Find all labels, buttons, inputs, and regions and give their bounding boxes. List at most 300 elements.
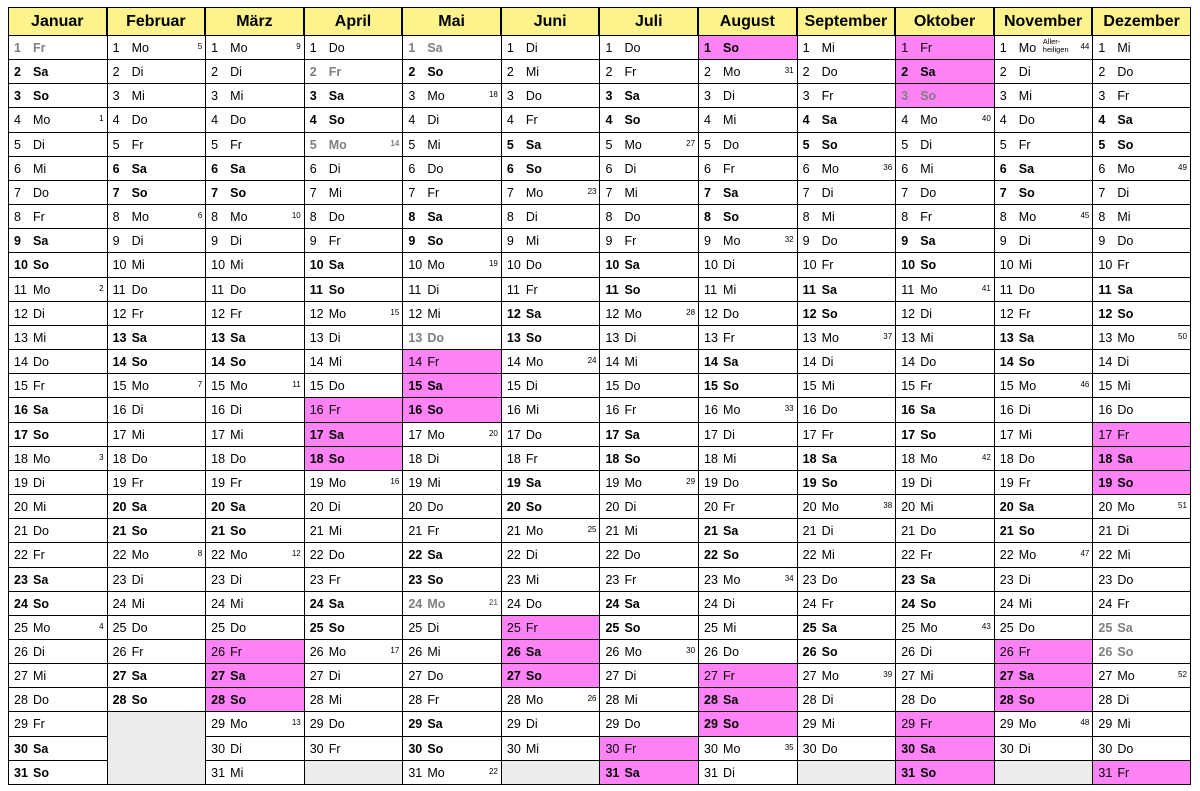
weekday: Mi (624, 355, 638, 370)
weekday: So (821, 137, 838, 152)
weekday: Fr (723, 161, 735, 176)
day-number: 2 (999, 65, 1007, 80)
weekday: So (525, 161, 542, 176)
day-number: 2 (704, 65, 711, 80)
day-number: 27 (408, 669, 423, 684)
weekday: Do (624, 210, 641, 225)
weekday: Do (427, 500, 444, 515)
weekday: Mo (131, 210, 149, 225)
day-number: 22 (309, 548, 324, 563)
day-cell (402, 302, 501, 326)
day-number: 22 (14, 548, 28, 563)
day-cell (1092, 157, 1191, 181)
weekday: Fr (131, 306, 144, 321)
day-number: 23 (408, 572, 423, 587)
weekday: Sa (821, 620, 837, 635)
day-cell (698, 664, 797, 688)
day-cell (402, 253, 501, 277)
day-number: 5 (999, 137, 1007, 152)
day-number: 21 (211, 524, 226, 539)
week-number: 8 (197, 549, 203, 559)
weekday: Di (33, 475, 45, 490)
day-number: 25 (999, 620, 1014, 635)
day-cell (501, 688, 600, 712)
day-number: 4 (999, 113, 1007, 128)
day-number: 19 (901, 475, 916, 490)
day-cell (895, 423, 994, 447)
day-number: 22 (506, 548, 521, 563)
day-cell (8, 36, 107, 60)
weekday: Mi (1018, 258, 1032, 273)
weekday: Do (624, 41, 641, 55)
day-number: 18 (211, 451, 226, 466)
weekday: Mo (821, 669, 839, 684)
month-header: Juni (501, 7, 600, 36)
weekday: Sa (131, 500, 147, 515)
weekday: Di (131, 403, 144, 418)
weekday: Sa (328, 89, 345, 104)
day-number: 5 (1098, 137, 1106, 152)
week-number: 39 (883, 670, 893, 680)
day-number: 1 (408, 41, 416, 55)
day-number: 3 (901, 89, 909, 104)
weekday: So (525, 669, 542, 684)
day-cell (107, 205, 206, 229)
day-cell (1092, 495, 1191, 519)
weekday: Fr (33, 210, 45, 225)
weekday: Mi (525, 741, 540, 756)
day-cell (205, 229, 304, 253)
day-number: 30 (309, 741, 324, 756)
weekday: Do (1018, 282, 1035, 297)
day-number: 9 (999, 234, 1007, 249)
day-cell (304, 737, 403, 761)
day-number: 21 (309, 524, 324, 539)
day-cell (501, 398, 600, 422)
weekday: Mo (427, 765, 445, 780)
weekday: Di (230, 572, 242, 587)
weekday: Sa (525, 137, 542, 152)
day-cell (994, 398, 1093, 422)
day-number: 24 (211, 596, 226, 611)
day-number: 5 (408, 137, 416, 152)
weekday: Mo (427, 89, 445, 104)
day-number: 18 (901, 451, 916, 466)
day-cell (797, 157, 896, 181)
day-cell (895, 36, 994, 60)
day-cell (994, 326, 1093, 350)
day-number: 14 (309, 355, 324, 370)
day-cell (402, 36, 501, 60)
day-number: 20 (901, 500, 916, 515)
day-cell (107, 640, 206, 664)
weekday: Do (723, 306, 740, 321)
day-number: 17 (999, 427, 1014, 442)
weekday: Fr (920, 41, 933, 55)
day-number: 4 (112, 113, 120, 128)
weekday: Do (1117, 741, 1134, 756)
day-number: 14 (14, 355, 28, 370)
weekday: Do (1117, 234, 1134, 249)
day-number: 23 (901, 572, 916, 587)
weekday: Fr (33, 41, 46, 55)
weekday: Fr (723, 330, 735, 345)
day-number: 30 (901, 741, 916, 756)
day-cell (402, 108, 501, 132)
day-number: 21 (1098, 524, 1113, 539)
day-cell (304, 302, 403, 326)
weekday: Sa (920, 65, 936, 80)
day-cell (698, 761, 797, 785)
day-cell (501, 495, 600, 519)
weekday: Sa (427, 717, 443, 732)
weekday: Sa (624, 596, 640, 611)
weekday: Di (920, 645, 933, 659)
day-cell (797, 374, 896, 398)
day-cell (895, 157, 994, 181)
month-column-september (797, 7, 896, 785)
day-cell (895, 664, 994, 688)
day-cell (599, 278, 698, 302)
day-number: 8 (1098, 210, 1106, 225)
day-number: 13 (14, 330, 28, 345)
day-cell (402, 423, 501, 447)
month-column-november (994, 7, 1093, 785)
day-number: 16 (309, 403, 324, 418)
day-cell (107, 423, 206, 447)
weekday: Sa (920, 234, 936, 249)
day-number: 15 (408, 379, 423, 394)
day-cell (1092, 181, 1191, 205)
day-number: 23 (1098, 572, 1113, 587)
day-cell (1092, 350, 1191, 374)
day-number: 12 (1098, 306, 1113, 321)
day-number: 21 (999, 524, 1014, 539)
day-number: 13 (211, 330, 226, 345)
weekday: Sa (131, 669, 147, 684)
weekday: Do (33, 693, 49, 708)
weekday: Fr (1117, 89, 1130, 104)
weekday: Fr (1018, 137, 1031, 152)
weekday: So (328, 282, 345, 297)
day-cell (895, 495, 994, 519)
day-cell (8, 398, 107, 422)
weekday: Sa (723, 693, 739, 708)
day-number: 18 (14, 451, 28, 466)
day-number: 8 (112, 210, 120, 225)
day-cell (895, 108, 994, 132)
day-number: 23 (704, 572, 718, 587)
day-cell (501, 229, 600, 253)
day-number: 27 (1098, 669, 1113, 684)
day-cell (8, 761, 107, 785)
day-number: 7 (309, 185, 317, 200)
weekday: Do (1018, 620, 1035, 635)
weekday: Do (33, 355, 49, 370)
weekday: Do (525, 89, 542, 104)
day-number: 21 (112, 524, 127, 539)
weekday: Mi (525, 572, 540, 587)
day-number: 10 (14, 258, 28, 273)
day-cell (1092, 60, 1191, 84)
day-cell (107, 374, 206, 398)
day-cell (698, 737, 797, 761)
day-number: 23 (309, 572, 324, 587)
day-number: 21 (605, 524, 620, 539)
day-number: 1 (999, 41, 1007, 55)
weekday: Di (230, 741, 242, 756)
weekday: Do (1117, 572, 1134, 587)
day-cell (1092, 84, 1191, 108)
day-number: 14 (802, 355, 817, 370)
week-number: 17 (390, 646, 400, 655)
day-cell (402, 447, 501, 471)
weekday: Do (920, 693, 937, 708)
day-number: 14 (901, 355, 916, 370)
day-cell (1092, 398, 1191, 422)
day-cell (1092, 302, 1191, 326)
weekday: So (1018, 355, 1035, 370)
day-cell (599, 423, 698, 447)
weekday: Fr (624, 234, 637, 249)
day-cell (402, 181, 501, 205)
weekday: So (821, 475, 838, 490)
weekday: Mi (328, 693, 342, 708)
day-cell (501, 616, 600, 640)
weekday: Mo (525, 693, 544, 708)
weekday: Fr (230, 645, 242, 659)
day-cell (1092, 205, 1191, 229)
day-cell (205, 616, 304, 640)
day-number: 23 (14, 572, 28, 587)
day-cell (698, 205, 797, 229)
week-number: 28 (686, 307, 696, 317)
day-number: 10 (408, 258, 423, 273)
day-number: 26 (112, 645, 127, 659)
day-cell (304, 108, 403, 132)
weekday: Sa (1117, 620, 1133, 635)
day-cell (599, 181, 698, 205)
weekday: Mi (821, 548, 835, 563)
day-cell (205, 471, 304, 495)
day-number: 3 (605, 89, 613, 104)
day-cell (797, 423, 896, 447)
weekday: Di (328, 161, 341, 176)
month-header: Oktober (895, 7, 994, 36)
weekday: Sa (230, 161, 246, 176)
day-cell (994, 423, 1093, 447)
weekday: Sa (131, 161, 147, 176)
day-cell (994, 471, 1093, 495)
day-cell (8, 302, 107, 326)
weekday: Di (525, 548, 538, 563)
day-cell (304, 398, 403, 422)
weekday: Do (1117, 403, 1134, 418)
day-cell (698, 253, 797, 277)
week-number: 46 (1080, 380, 1090, 390)
day-cell (994, 543, 1093, 567)
weekday: Mi (723, 620, 737, 635)
weekday: So (131, 524, 148, 539)
weekday: So (33, 596, 49, 611)
day-cell (205, 205, 304, 229)
day-cell (402, 398, 501, 422)
day-cell (8, 568, 107, 592)
weekday: So (427, 741, 444, 756)
day-number: 7 (605, 185, 613, 200)
day-number: 5 (605, 137, 613, 152)
day-number: 24 (605, 596, 620, 611)
day-cell (402, 568, 501, 592)
day-number: 6 (605, 161, 613, 176)
month-column-dezember (1092, 7, 1191, 785)
day-number: 6 (802, 161, 810, 176)
day-number: 5 (112, 137, 120, 152)
weekday: Mi (525, 234, 540, 249)
day-number: 21 (14, 524, 28, 539)
weekday: Mo (723, 65, 741, 80)
weekday: Di (230, 65, 242, 80)
day-number: 28 (211, 693, 226, 708)
weekday: So (920, 765, 937, 780)
day-number: 4 (408, 113, 416, 128)
day-cell (402, 229, 501, 253)
weekday: Di (1117, 355, 1130, 370)
day-cell (304, 543, 403, 567)
day-number: 5 (211, 137, 219, 152)
day-number: 6 (999, 161, 1007, 176)
day-cell (107, 616, 206, 640)
day-cell (402, 616, 501, 640)
day-number: 9 (802, 234, 810, 249)
day-number: 29 (704, 717, 718, 732)
day-cell (8, 737, 107, 761)
day-cell (1092, 568, 1191, 592)
day-cell (8, 592, 107, 616)
day-cell (599, 398, 698, 422)
week-number: 37 (883, 331, 893, 341)
day-number: 10 (999, 258, 1014, 273)
weekday: Do (525, 258, 542, 273)
day-cell (8, 205, 107, 229)
day-number: 16 (14, 403, 28, 418)
weekday: Sa (920, 403, 936, 418)
day-number: 18 (408, 451, 423, 466)
day-cell (698, 712, 797, 736)
day-number: 28 (901, 693, 916, 708)
month-column-mai (402, 7, 501, 785)
day-cell (107, 519, 206, 543)
day-cell (304, 374, 403, 398)
day-cell (698, 423, 797, 447)
weekday: Do (131, 451, 148, 466)
day-cell (304, 205, 403, 229)
weekday: Fr (328, 403, 341, 418)
week-number: 15 (390, 307, 400, 317)
weekday: Mi (131, 258, 145, 273)
day-cell (304, 688, 403, 712)
week-number: 44 (1080, 42, 1090, 51)
day-number: 21 (901, 524, 916, 539)
weekday: Fr (525, 113, 538, 128)
day-number: 8 (211, 210, 219, 225)
week-number: 19 (488, 259, 498, 269)
week-number: 48 (1080, 718, 1090, 728)
day-cell (698, 374, 797, 398)
weekday: Di (230, 234, 242, 249)
week-number: 34 (784, 573, 794, 583)
weekday: So (33, 427, 49, 442)
weekday: Do (230, 451, 247, 466)
day-cell (895, 253, 994, 277)
day-cell (8, 84, 107, 108)
weekday: Sa (427, 379, 443, 394)
day-cell (501, 133, 600, 157)
day-number: 15 (901, 379, 916, 394)
weekday: So (1117, 306, 1134, 321)
weekday: So (328, 451, 345, 466)
weekday: So (131, 355, 148, 370)
day-cell (994, 157, 1093, 181)
weekday: Mi (525, 65, 540, 80)
weekday: Do (230, 620, 247, 635)
day-cell (895, 616, 994, 640)
weekday: Fr (1117, 596, 1130, 611)
day-cell (501, 568, 600, 592)
day-number: 26 (901, 645, 916, 659)
day-number: 20 (408, 500, 423, 515)
day-cell (8, 519, 107, 543)
day-cell (895, 592, 994, 616)
weekday: Mi (1117, 41, 1131, 55)
day-cell (1092, 519, 1191, 543)
weekday: Sa (624, 258, 640, 273)
day-number: 16 (901, 403, 916, 418)
weekday: Mo (328, 137, 347, 152)
day-number: 17 (901, 427, 916, 442)
day-number: 3 (112, 89, 120, 104)
weekday: Fr (525, 620, 538, 635)
day-cell (895, 326, 994, 350)
day-cell (402, 664, 501, 688)
day-number: 8 (605, 210, 613, 225)
weekday: Fr (427, 185, 440, 200)
day-number: 9 (309, 234, 317, 249)
weekday: Fr (624, 572, 637, 587)
day-cell (205, 181, 304, 205)
day-number: 15 (14, 379, 28, 394)
day-cell (797, 350, 896, 374)
day-cell (501, 181, 600, 205)
weekday: Sa (624, 89, 640, 104)
weekday: Mi (624, 185, 638, 200)
day-number: 16 (211, 403, 226, 418)
day-cell (599, 133, 698, 157)
day-cell (501, 664, 600, 688)
weekday: Mo (723, 572, 741, 587)
day-number: 30 (704, 741, 718, 756)
weekday: Di (821, 524, 834, 539)
day-cell (304, 36, 403, 60)
weekday: Di (723, 427, 735, 442)
day-cell (698, 60, 797, 84)
day-cell (1092, 592, 1191, 616)
day-cell (501, 278, 600, 302)
day-cell (1092, 229, 1191, 253)
weekday: Mo (230, 41, 248, 55)
weekday: Sa (427, 41, 443, 55)
day-number: 26 (211, 645, 226, 659)
